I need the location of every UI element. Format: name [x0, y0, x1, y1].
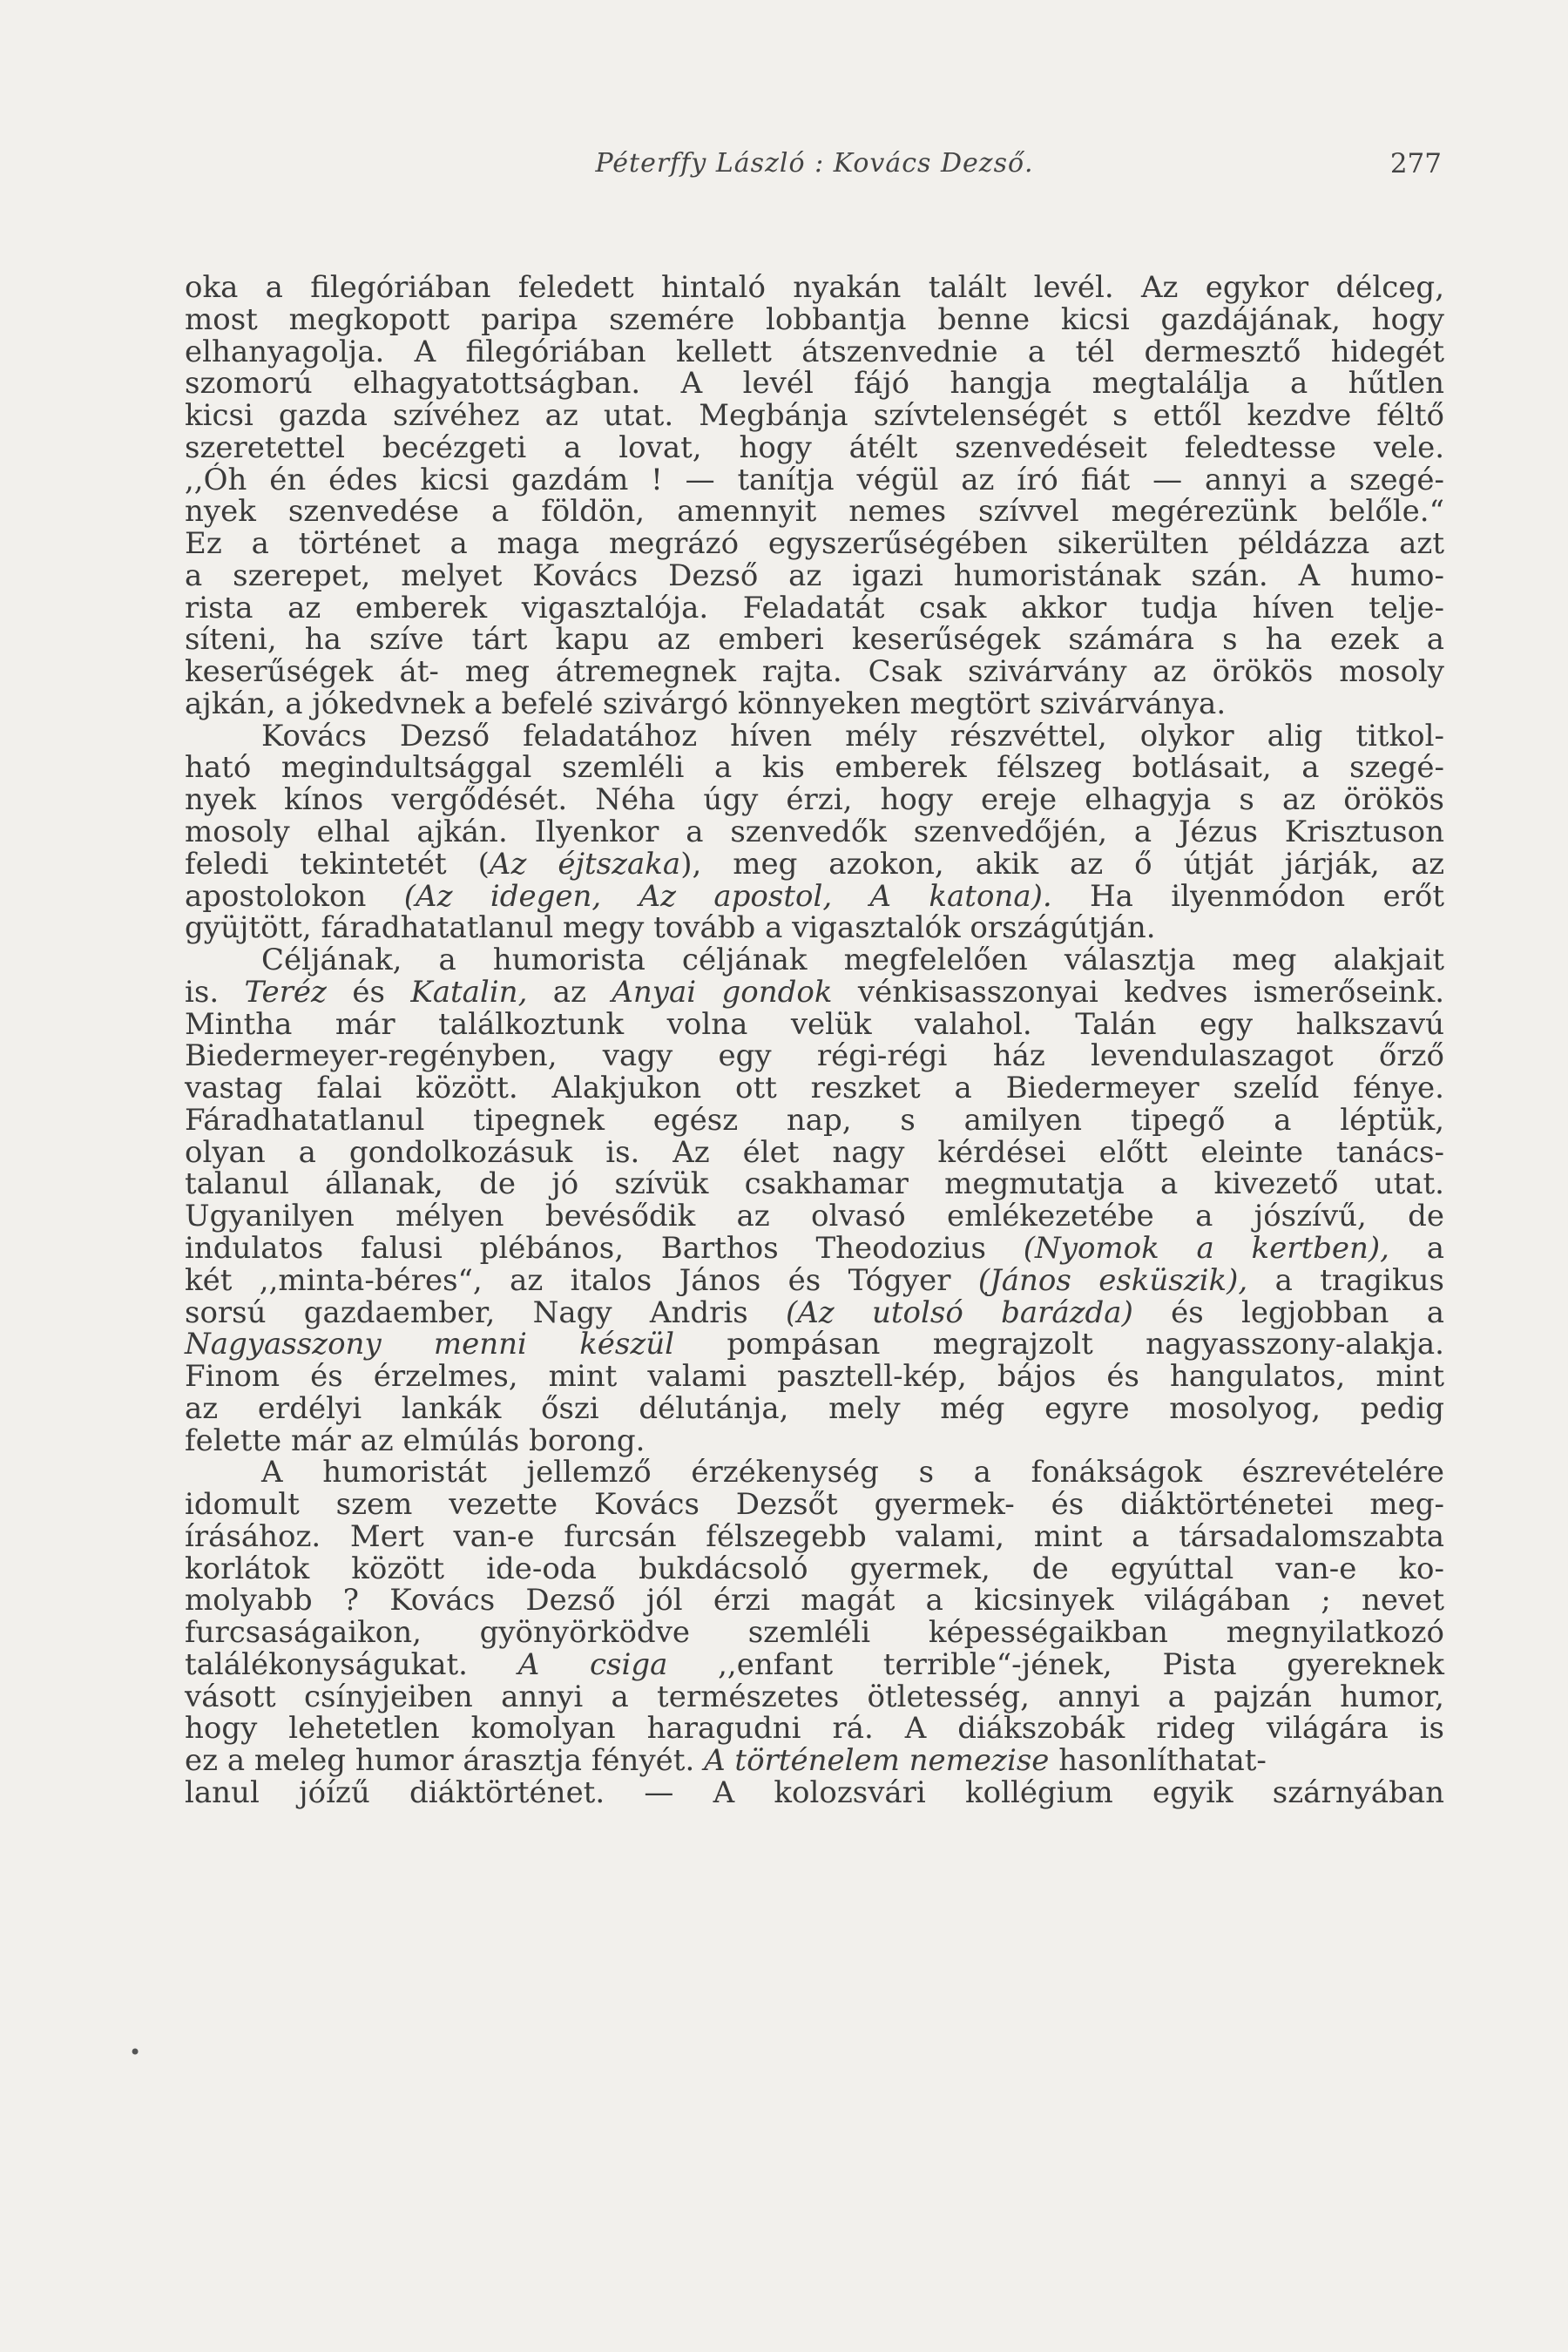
text-line: [185, 1040, 1444, 1072]
italic-title-segment: Katalin,: [410, 974, 528, 1010]
text-line: [185, 624, 1444, 656]
text-line: [185, 528, 1444, 560]
text-segment: idomult szem vezette Kovács Dezsőt gyermek- és diáktörténetei meg-: [185, 1487, 1444, 1523]
italic-title-segment: (János esküszik),: [977, 1262, 1248, 1298]
text-segment: Biedermeyer-regényben, vagy egy régi-régi ház levendulaszagot őrző: [185, 1038, 1444, 1074]
text-segment: pompásan megrajzolt nagyasszony-alakja.: [674, 1327, 1444, 1362]
text-line: [185, 1518, 1444, 1554]
text-line: [185, 368, 1444, 400]
running-title: Péterffy László : Kovács Dezső.: [595, 148, 1034, 179]
italic-title-segment: A történelem nemezise: [704, 1743, 1050, 1779]
text-segment: Ugyanilyen mélyen bevésődik az olvasó emlékezetébe a jószívű, de: [185, 1199, 1444, 1234]
text-segment: lanul jóízű diáktörténet. — A kolozsvári kollégium egyik szárnyában: [185, 1774, 1444, 1810]
body-text: [185, 272, 1444, 1809]
text-segment: szomorú elhagyatottságban. A levél fájó hangja megtalálja a hűtlen: [185, 366, 1444, 402]
text-line: [185, 1553, 1444, 1585]
text-line: [185, 1294, 1444, 1330]
text-line: [185, 336, 1444, 368]
text-line: [185, 1006, 1444, 1042]
text-line: [185, 1646, 1444, 1682]
text-line: [185, 1134, 1444, 1170]
italic-title-segment: (Az utolsó barázda): [785, 1294, 1133, 1330]
text-segment: Mintha már találkoztunk volna velük valahol. Talán egy halkszavú: [185, 1006, 1444, 1042]
text-segment: keserűségek át- meg átremegnek rajta. Csak szivárvány az örökös mosoly: [185, 654, 1444, 690]
text-segment: hasonlíthatat-: [1049, 1743, 1267, 1779]
text-segment: is.: [185, 974, 245, 1010]
text-line: [185, 974, 1445, 1010]
text-segment: ez a meleg humor árasztja fényét.: [185, 1743, 705, 1779]
text-segment: most megkopott paripa szemére lobbantja benne kicsi gazdájának, hogy: [185, 301, 1444, 337]
text-segment: nyek kínos vergődését. Néha úgy érzi, hogy ereje elhagyja s az örökös: [185, 782, 1444, 818]
text-segment: felette már az elmúlás borong.: [185, 1423, 645, 1458]
text-line: [185, 1713, 1444, 1745]
text-segment: apostolokon: [185, 878, 404, 914]
text-segment: korlátok között ide-oda bukdácsoló gyermek, de egyúttal van-e ko-: [185, 1551, 1444, 1586]
italic-title-segment: Az éjtszaka: [489, 846, 681, 882]
text-segment: vásott csínyjeiben annyi a természetes ötletesség, annyi a pajzán humor,: [185, 1679, 1444, 1714]
text-segment: hogy lehetetlen komolyan haragudni rá. A diákszobák rideg világára is: [185, 1711, 1444, 1747]
text-line: [185, 1745, 1444, 1777]
text-segment: rista az emberek vigasztalója. Feladatát csak akkor tudja híven telje-: [185, 590, 1444, 625]
margin-mark: •: [129, 2040, 142, 2065]
text-segment: és: [326, 974, 411, 1010]
text-segment: Kovács Dezső feladatához híven mély részvéttel, olykor alig titkol-: [261, 718, 1444, 754]
text-line: [185, 1681, 1444, 1713]
text-line: [185, 752, 1444, 784]
text-segment: vénkisasszonyai kedves ismerőseink.: [832, 974, 1445, 1010]
text-segment: síteni, ha szíve tárt kapu az emberi keserűségek számára s ha ezek a: [185, 622, 1444, 658]
text-segment: a szerepet, melyet Kovács Dezső az igazi humoristának szán. A humo-: [185, 558, 1444, 593]
text-line: [185, 592, 1444, 625]
text-segment: indulatos falusi plébános, Barthos Theodozius: [185, 1230, 1024, 1266]
page-header: [187, 148, 1442, 192]
text-line: [185, 944, 1444, 977]
text-line: [185, 1617, 1444, 1649]
text-line: [185, 1489, 1444, 1521]
text-line: [185, 1361, 1444, 1393]
page-number: 277: [1389, 148, 1442, 179]
text-segment: két ,,minta-béres“, az italos János és Tógyer: [185, 1262, 978, 1298]
italic-title-segment: A csiga: [517, 1646, 668, 1682]
text-segment: mosoly elhal ajkán. Ilyenkor a szenvedők szenvedőjén, a Jézus Krisztuson: [185, 814, 1444, 850]
text-segment: szeretettel becézgeti a lovat, hogy átélt szenvedéseit feledtesse vele.: [185, 429, 1444, 465]
text-line: [185, 784, 1444, 816]
text-segment: talanul állanak, de jó szívük csakhamar megmutatja a kivezető utat.: [185, 1166, 1444, 1202]
text-segment: sorsú gazdaember, Nagy Andris: [185, 1294, 786, 1330]
text-line: [185, 496, 1444, 528]
text-line: [185, 912, 1444, 944]
text-line: [185, 464, 1444, 497]
text-segment: Fáradhatatlanul tipegnek egész nap, s amilyen tipegő a léptük,: [185, 1102, 1444, 1138]
text-segment: A humoristát jellemző érzékenység s a fonákságok észrevételére: [261, 1455, 1444, 1490]
text-line: [185, 301, 1444, 337]
text-segment: olyan a gondolkozásuk is. Az élet nagy kérdései előtt eleinte tanács-: [185, 1134, 1444, 1170]
text-segment: az: [527, 974, 612, 1010]
text-segment: Ez a történet a maga megrázó egyszerűségében sikerülten példázza azt: [185, 526, 1444, 562]
text-segment: oka a filegóriában feledett hintaló nyakán talált levél. Az egykor délceg,: [185, 270, 1444, 305]
italic-title-segment: Anyai gondok: [612, 974, 833, 1010]
text-line: [185, 400, 1444, 432]
text-line: [185, 1168, 1444, 1200]
text-segment: ajkán, a jókedvnek a befelé szivárgó könnyeken megtört szivárványa.: [185, 686, 1227, 721]
italic-title-segment: Nagyasszony menni készül: [185, 1327, 675, 1362]
text-segment: az erdélyi lankák őszi délutánja, mely még egyre mosolyog, pedig: [185, 1390, 1444, 1426]
text-line: [185, 720, 1444, 753]
text-segment: a: [1389, 1230, 1444, 1266]
text-segment: Ha ilyenmódon erőt: [1051, 878, 1444, 914]
text-segment: furcsaságaikon, gyönyörködve szemléli képességaikban megnyilatkozó: [185, 1615, 1444, 1651]
text-line: [185, 848, 1444, 881]
text-line: [185, 1102, 1444, 1138]
text-line: [185, 1585, 1444, 1617]
text-line: [185, 1262, 1444, 1298]
text-segment: molyabb ? Kovács Dezső jól érzi magát a kicsinyek világában ; nevet: [185, 1583, 1444, 1619]
text-segment: írásához. Mert van-e furcsán félszegebb valami, mint a társadalomszabta: [185, 1518, 1444, 1554]
text-segment: ), meg azokon, akik az ő útját járják, az: [680, 846, 1445, 882]
text-segment: nyek szenvedése a földön, amennyit nemes szívvel megérezünk belőle.“: [185, 494, 1444, 530]
text-segment: Finom és érzelmes, mint valami pasztell-kép, bájos és hangulatos, mint: [185, 1359, 1444, 1395]
text-segment: feledi tekintetét (: [185, 846, 490, 882]
text-segment: elhanyagolja. A filegóriában kellett átszenvednie a tél dermesztő hidegét: [185, 334, 1444, 369]
text-segment: ,,enfant terrible“-jének, Pista gyereknek: [667, 1646, 1444, 1682]
text-segment: kicsi gazda szívéhez az utat. Megbánja szívtelenségét s ettől kezdve féltő: [185, 398, 1444, 434]
text-segment: ható megindultsággal szemléli a kis emberek félszeg botlásait, a szegé-: [185, 750, 1444, 786]
italic-title-segment: (Nyomok a kertben),: [1023, 1230, 1389, 1266]
text-line: [185, 1425, 1444, 1457]
text-line: [185, 1456, 1444, 1489]
text-segment: Céljának, a humorista céljának megfelelően választja meg alakjait: [261, 943, 1444, 978]
text-line: [185, 688, 1444, 720]
italic-title-segment: Teréz: [244, 974, 327, 1010]
text-line: [185, 878, 1444, 914]
text-line: [185, 656, 1444, 688]
text-line: [185, 1072, 1444, 1105]
text-segment: a tragikus: [1247, 1262, 1444, 1298]
text-line: [185, 429, 1444, 465]
text-line: [185, 1200, 1444, 1233]
text-segment: vastag falai között. Alakjukon ott reszket a Biedermeyer szelíd fénye.: [185, 1071, 1444, 1106]
text-line: [185, 1328, 1444, 1361]
text-line: [185, 1390, 1444, 1426]
text-segment: és legjobban a: [1132, 1294, 1444, 1330]
text-segment: gyüjtött, fáradhatatlanul megy tovább a vigasztalók országútján.: [185, 910, 1156, 946]
text-line: [185, 1230, 1444, 1266]
italic-title-segment: (Az idegen, Az apostol, A katona).: [403, 878, 1052, 914]
text-segment: találékonyságukat.: [185, 1646, 518, 1682]
text-line: [185, 1774, 1444, 1810]
text-line: [185, 560, 1444, 592]
text-line: [185, 816, 1444, 848]
text-segment: ,,Óh én édes kicsi gazdám ! — tanítja végül az író fiát — annyi a szegé-: [185, 462, 1444, 497]
text-line: [185, 272, 1444, 304]
